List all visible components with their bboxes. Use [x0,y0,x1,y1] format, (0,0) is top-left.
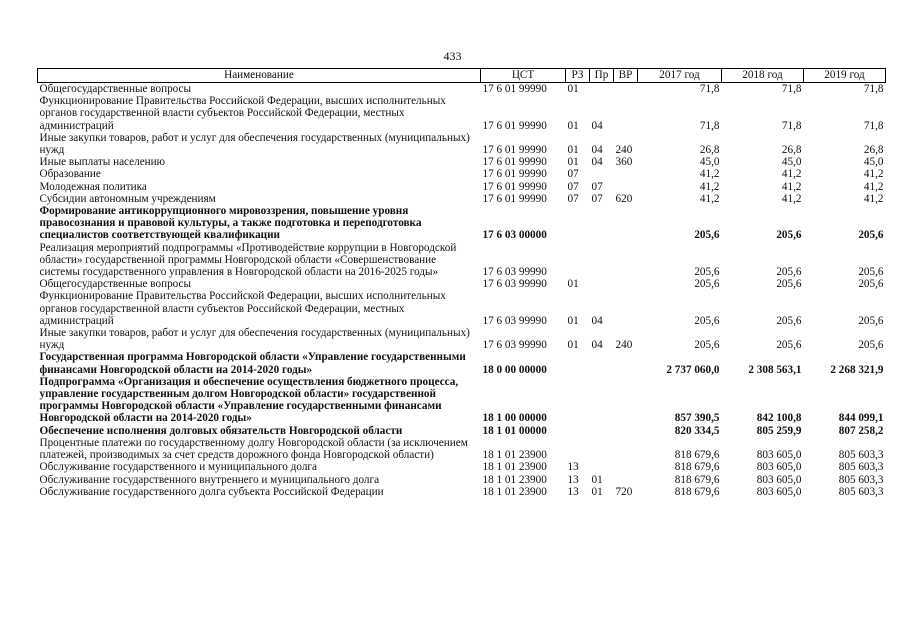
cell-y2019: 844 099,1 [838,412,884,425]
cell-pr [590,83,614,96]
cell-y2017: 26,8 [699,144,720,157]
cell-name: Молодежная политика [39,180,147,193]
cell-y2017: 820 334,5 [674,424,720,437]
header-cst: ЦСТ [481,69,566,83]
cell-rz: 13 [567,473,579,486]
table-row [38,376,886,425]
cell-cst: 17 6 01 99990 [482,119,547,132]
cell-pr: 04 [591,156,603,169]
cell-pr: 04 [591,119,603,132]
table-row [38,486,886,498]
cell-vr [614,351,638,375]
table-row [38,327,886,351]
cell-y2017: 45,0 [699,156,720,169]
table-row [38,156,886,168]
cell-y2018: 205,6 [776,266,802,279]
cell-cst: 18 1 01 23900 [482,461,547,474]
cell-y2018: 205,6 [776,339,802,352]
cell-y2019: 805 603,3 [838,449,884,462]
cell-name: Процентные платежи по государственному долгу Новгородской области (за исключением платежей, производимых за счет средств дорожного фонда Новгородской области) [39,436,468,462]
cell-vr [614,83,638,96]
cell-rz: 01 [567,144,579,157]
cell-y2018: 205,6 [776,278,802,291]
cell-y2019: 26,8 [863,144,884,157]
cell-name: Образование [39,168,101,181]
cell-rz: 01 [567,278,579,291]
cell-y2017: 71,8 [699,119,720,132]
cell-name: Субсидии автономным учреждениям [39,192,216,205]
header-2019: 2019 год [804,69,886,83]
cell-cst: 17 6 03 99990 [482,339,547,352]
cell-y2019: 41,2 [863,168,884,181]
cell-y2018: 41,2 [781,180,802,193]
cell-rz [566,205,590,242]
cell-name: Формирование антикоррупционного мировоззрения, повышение уровня правосознания и правовой культуры, а также подготовка и переподготовка специалистов соответствующей квалификации [39,205,422,242]
table-row [38,437,886,461]
cell-rz [566,437,590,461]
cell-y2018: 803 605,0 [756,473,802,486]
cell-pr: 04 [591,339,603,352]
cell-y2017: 205,6 [694,278,720,291]
cell-cst: 18 1 01 23900 [482,473,547,486]
cell-y2018: 805 259,9 [756,424,802,437]
cell-y2017: 857 390,5 [674,412,720,425]
table-row [38,242,886,279]
cell-y2018: 2 308 563,1 [748,363,802,376]
table-body [38,83,886,498]
cell-name: Реализация мероприятий подпрограммы «Противодействие коррупции в Новгородской области» государственной программы Новгородской области «Совершенствование системы государственного управления в Новгородской области на 2016-2025 годы» [39,241,457,279]
cell-cst: 18 0 00 00000 [482,363,547,376]
cell-pr: 07 [591,180,603,193]
cell-y2017: 818 679,6 [674,449,720,462]
cell-y2018: 205,6 [776,229,802,242]
cell-y2018: 71,8 [781,83,802,95]
cell-vr [614,242,638,279]
cell-y2019: 805 603,3 [838,473,884,486]
cell-y2017: 41,2 [699,168,720,181]
cell-vr [614,278,638,290]
cell-cst: 17 6 01 99990 [482,156,547,169]
cell-vr: 240 [615,144,633,157]
cell-y2018: 803 605,0 [756,461,802,474]
cell-vr [614,95,638,132]
cell-name: Обслуживание государственного долга субъекта Российской Федерации [39,485,384,498]
cell-cst: 17 6 03 99990 [482,314,547,327]
cell-rz: 07 [567,192,579,205]
cell-pr [590,351,614,375]
cell-vr: 240 [615,339,633,352]
table-row [38,193,886,205]
cell-rz: 01 [567,83,579,95]
cell-cst: 17 6 03 99990 [482,278,547,291]
table-row [38,351,886,375]
table-row [38,461,886,473]
cell-pr [590,425,614,437]
cell-cst: 17 6 01 99990 [482,192,547,205]
cell-name: Общегосударственные вопросы [39,83,192,95]
cell-name: Обслуживание государственного и муниципального долга [39,461,317,474]
cell-rz: 07 [567,168,579,181]
cell-cst: 18 1 01 23900 [482,485,547,498]
cell-name: Обеспечение исполнения долговых обязательств Новгородской области [39,424,403,437]
table-header-row [38,69,886,83]
cell-y2019: 205,6 [858,229,884,242]
cell-cst: 17 6 01 99990 [482,180,547,193]
table-row [38,474,886,486]
cell-name: Иные закупки товаров, работ и услуг для обеспечения государственных (муниципальных) нужд [39,327,470,352]
cell-name: Функционирование Правительства Российской Федерации, высших исполнительных органов государственной власти субъектов Российской Федерации, местных администраций [39,95,446,132]
cell-pr [590,242,614,279]
cell-rz [566,376,590,425]
cell-y2017: 205,6 [694,266,720,279]
cell-y2019: 71,8 [863,83,884,95]
table-row [38,425,886,437]
cell-vr [614,290,638,327]
cell-pr: 04 [591,314,603,327]
cell-name: Общегосударственные вопросы [39,278,192,291]
cell-name: Иные закупки товаров, работ и услуг для обеспечения государственных (муниципальных) нужд [39,131,470,157]
cell-rz: 01 [567,156,579,169]
cell-cst: 17 6 03 99990 [482,266,547,279]
table-row [38,205,886,242]
table-row [38,168,886,180]
cell-pr [590,376,614,425]
cell-y2019: 205,6 [858,266,884,279]
cell-pr: 07 [591,192,603,205]
cell-y2018: 45,0 [781,156,802,169]
cell-vr [614,425,638,437]
cell-y2018: 803 605,0 [756,485,802,498]
table-row [38,278,886,290]
cell-cst: 18 1 01 00000 [482,424,547,437]
table-row [38,290,886,327]
cell-cst: 17 6 01 99990 [482,168,547,181]
cell-y2018: 803 605,0 [756,449,802,462]
cell-y2017: 205,6 [694,229,720,242]
cell-y2018: 41,2 [781,192,802,205]
cell-y2017: 41,2 [699,180,720,193]
cell-y2017: 818 679,6 [674,461,720,474]
cell-y2019: 805 603,3 [838,485,884,498]
cell-rz [566,425,590,437]
cell-cst: 18 1 01 23900 [482,449,547,462]
cell-y2017: 205,6 [694,314,720,327]
cell-pr [590,461,614,473]
cell-rz: 01 [567,339,579,352]
cell-y2017: 41,2 [699,192,720,205]
cell-y2018: 842 100,8 [756,412,802,425]
cell-pr [590,205,614,242]
cell-rz [566,242,590,279]
cell-vr [614,461,638,473]
cell-rz: 01 [567,314,579,327]
budget-table [37,68,886,498]
cell-y2018: 71,8 [781,119,802,132]
cell-y2017: 71,8 [699,83,720,95]
cell-vr: 360 [615,156,633,169]
cell-y2019: 805 603,3 [838,461,884,474]
header-name: Наименование [38,69,481,83]
cell-y2017: 2 737 060,0 [666,363,720,376]
cell-y2019: 205,6 [858,314,884,327]
table-row [38,83,886,96]
header-pr: Пр [590,69,614,83]
cell-pr [590,437,614,461]
table-row [38,132,886,156]
cell-y2017: 818 679,6 [674,473,720,486]
cell-y2019: 41,2 [863,180,884,193]
cell-name: Иные выплаты населению [39,156,165,169]
table-row [38,181,886,193]
cell-vr [614,205,638,242]
cell-y2019: 45,0 [863,156,884,169]
cell-y2019: 205,6 [858,278,884,291]
cell-cst: 17 6 03 00000 [482,229,547,242]
header-vr: ВР [614,69,638,83]
cell-vr [614,474,638,486]
cell-y2019: 2 268 321,9 [830,363,884,376]
cell-pr: 01 [591,485,603,498]
cell-rz: 07 [567,180,579,193]
cell-y2019: 41,2 [863,192,884,205]
cell-name: Функционирование Правительства Российской Федерации, высших исполнительных органов государственной власти субъектов Российской Федерации, местных администраций [39,290,446,327]
cell-pr [590,278,614,290]
cell-y2018: 41,2 [781,168,802,181]
header-rz: РЗ [566,69,590,83]
cell-name: Обслуживание государственного внутреннего и муниципального долга [39,473,380,486]
table-row [38,95,886,132]
page-number: 433 [443,49,462,63]
cell-name: Государственная программа Новгородской области «Управление государственными финансами Новгородской области на 2014-2020 годы» [39,351,466,376]
cell-y2019: 71,8 [863,119,884,132]
cell-pr: 01 [591,473,603,486]
cell-rz: 01 [567,119,579,132]
cell-rz: 13 [567,461,579,474]
cell-y2019: 205,6 [858,339,884,352]
cell-rz: 13 [567,485,579,498]
cell-name: Подпрограмма «Организация и обеспечение осуществления бюджетного процесса, управление государственным долгом Новгородской области» государственной программы Новгородской области «Управление государственными финансами Новгородской области на 2014-2020 годы» [39,375,459,425]
cell-cst: 18 1 00 00000 [482,412,547,425]
cell-cst: 17 6 01 99990 [482,83,547,95]
cell-cst: 17 6 01 99990 [482,144,547,157]
header-2017: 2017 год [638,69,722,83]
cell-y2019: 807 258,2 [838,424,884,437]
cell-pr: 04 [591,144,603,157]
cell-pr [590,168,614,180]
cell-vr: 620 [615,192,633,205]
cell-y2018: 26,8 [781,144,802,157]
cell-vr [614,376,638,425]
cell-y2017: 205,6 [694,339,720,352]
header-2018: 2018 год [722,69,804,83]
cell-vr: 720 [615,485,633,498]
cell-vr [614,168,638,180]
cell-y2017: 818 679,6 [674,485,720,498]
cell-y2018: 205,6 [776,314,802,327]
cell-vr [614,181,638,193]
cell-vr [614,437,638,461]
cell-rz [566,351,590,375]
